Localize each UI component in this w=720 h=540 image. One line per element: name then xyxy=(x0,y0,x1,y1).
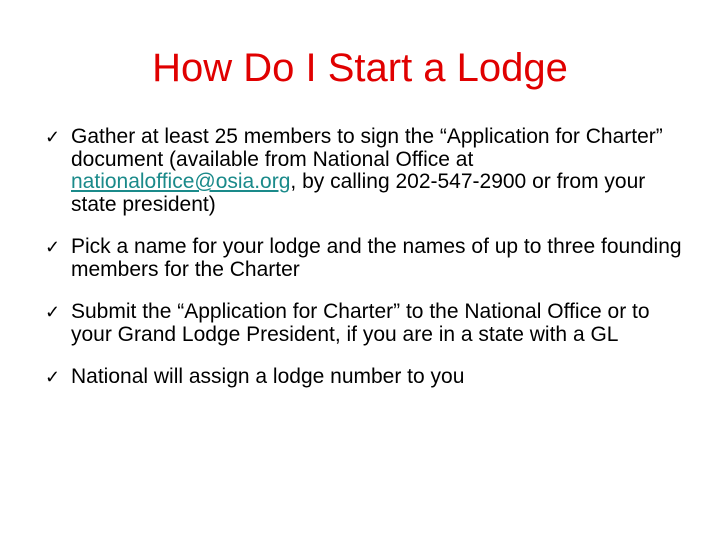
bullet-text-after-link: , by calling 202-547-2900 or from your state president) xyxy=(71,170,646,216)
email-link[interactable]: nationaloffice@osia.org xyxy=(71,170,291,193)
bullet-text-before-link: Gather at least 25 members to sign the “Application for Charter” document (available from National Office at xyxy=(71,125,663,171)
slide-title: How Do I Start a Lodge xyxy=(152,46,568,90)
check-mark-icon: ✓ xyxy=(45,302,61,322)
bullet-text: National will assign a lodge number to you xyxy=(71,365,465,388)
bullet-item-3 xyxy=(45,301,695,346)
bullet-item-4 xyxy=(45,366,695,389)
check-mark-icon: ✓ xyxy=(45,367,61,387)
bullet-list xyxy=(45,126,695,409)
bullet-item-2 xyxy=(45,236,695,281)
check-mark-icon: ✓ xyxy=(45,237,61,257)
bullet-text: Submit the “Application for Charter” to the National Office or to your Grand Lodge President, if you are in a state with a GL xyxy=(71,300,650,346)
bullet-item-1 xyxy=(45,126,695,216)
bullet-text: Pick a name for your lodge and the names of up to three founding members for the Charter xyxy=(71,235,682,281)
check-mark-icon: ✓ xyxy=(45,127,61,147)
